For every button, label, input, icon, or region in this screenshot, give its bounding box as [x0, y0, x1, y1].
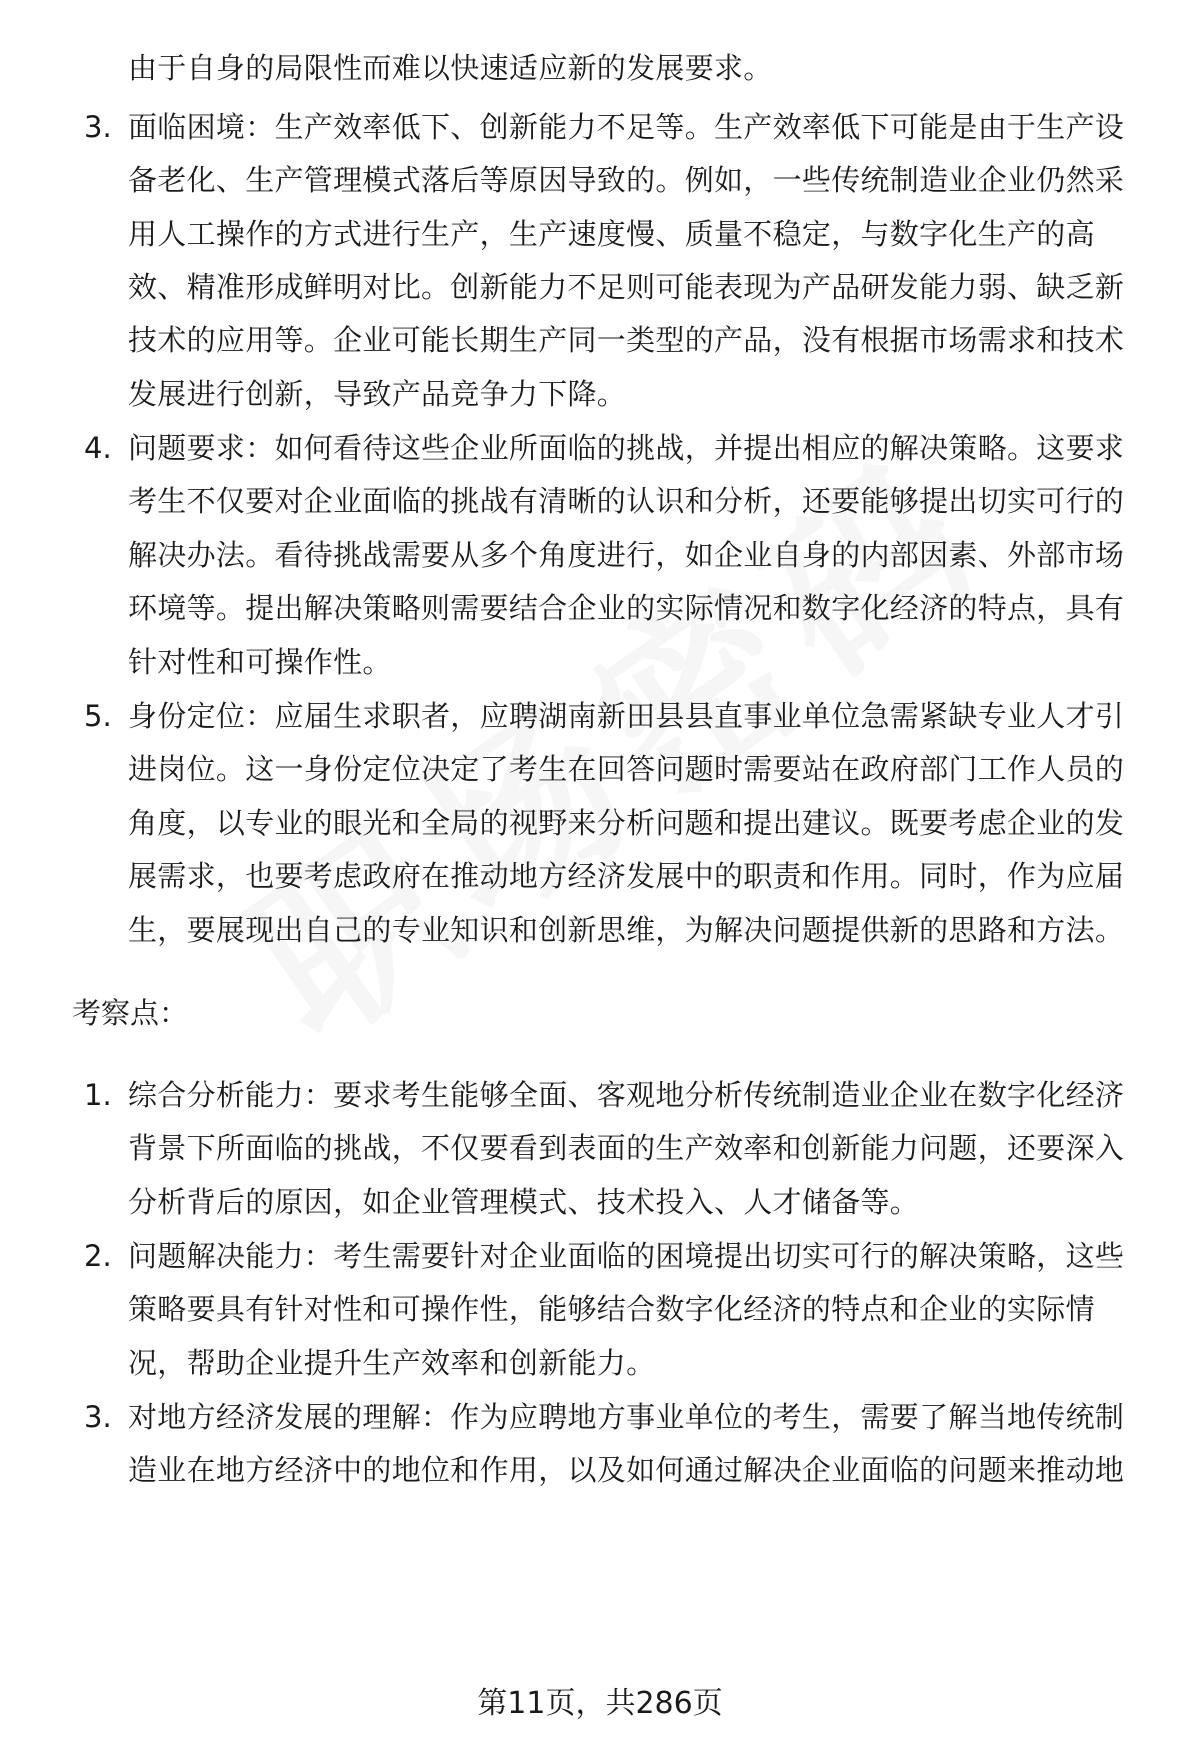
list-item-line: 造业在地方经济中的地位和作用，以及如何通过解决企业面临的问题来推动地 — [128, 1453, 1125, 1487]
list-item-number: 1. — [84, 1078, 112, 1112]
list-item-line: 进岗位。这一身份定位决定了考生在回答问题时需要站在政府部门工作人员的 — [128, 752, 1125, 786]
list-item-line: 面临困境：生产效率低下、创新能力不足等。生产效率低下可能是由于生产设 — [128, 110, 1125, 144]
list-item-line: 备老化、生产管理模式落后等原因导致的。例如，一些传统制造业企业仍然采 — [128, 163, 1125, 197]
list-item-line: 环境等。提出解决策略则需要结合企业的实际情况和数字化经济的特点，具有 — [128, 591, 1125, 625]
list-item-line: 效、精准形成鲜明对比。创新能力不足则可能表现为产品研发能力弱、缺乏新 — [128, 270, 1125, 304]
list-item-line: 问题要求：如何看待这些企业所面临的挑战，并提出相应的解决策略。这要求 — [128, 431, 1125, 465]
list-item-line: 发展进行创新，导致产品竞争力下降。 — [128, 377, 627, 411]
list-item-line: 身份定位：应届生求职者，应聘湖南新田县县直事业单位急需紧缺专业人才引 — [128, 699, 1125, 733]
list-item-number: 5. — [84, 699, 112, 733]
list-item-line: 问题解决能力：考生需要针对企业面临的困境提出切实可行的解决策略，这些 — [128, 1239, 1125, 1273]
list-item-line: 分析背后的原因，如企业管理模式、技术投入、人才储备等。 — [128, 1185, 920, 1219]
list-item-line: 针对性和可操作性。 — [128, 645, 392, 679]
continuation-text: 由于自身的局限性而难以快速适应新的发展要求。 — [128, 51, 773, 85]
page-number-footer: 第11页，共286页 — [477, 1686, 723, 1721]
list-item-line: 策略要具有针对性和可操作性，能够结合数字化经济的特点和企业的实际情 — [128, 1292, 1095, 1326]
list-item-line: 角度，以专业的眼光和全局的视野来分析问题和提出建议。既要考虑企业的发 — [128, 806, 1125, 840]
list-item-line: 生，要展现出自己的专业知识和创新思维，为解决问题提供新的思路和方法。 — [128, 913, 1125, 947]
list-item-line: 用人工操作的方式进行生产，生产速度慢、质量不稳定，与数字化生产的高 — [128, 217, 1095, 251]
list-item-number: 4. — [84, 431, 112, 465]
list-item-line: 解决办法。看待挑战需要从多个角度进行，如企业自身的内部因素、外部市场 — [128, 538, 1125, 572]
list-item-line: 况，帮助企业提升生产效率和创新能力。 — [128, 1346, 656, 1380]
watermark — [163, 367, 1057, 1107]
section-heading: 考察点： — [72, 996, 189, 1030]
list-item-line: 背景下所面临的挑战，不仅要看到表面的生产效率和创新能力问题，还要深入 — [128, 1131, 1125, 1165]
list-item-line: 对地方经济发展的理解：作为应聘地方事业单位的考生，需要了解当地传统制 — [128, 1400, 1125, 1434]
list-item-line: 综合分析能力：要求考生能够全面、客观地分析传统制造业企业在数字化经济 — [128, 1078, 1125, 1112]
list-item-number: 2. — [84, 1239, 112, 1273]
list-item-line: 考生不仅要对企业面临的挑战有清晰的认识和分析，还要能够提出切实可行的 — [128, 484, 1125, 518]
list-item-line: 技术的应用等。企业可能长期生产同一类型的产品，没有根据市场需求和技术 — [128, 323, 1125, 357]
list-item-line: 展需求，也要考虑政府在推动地方经济发展中的职责和作用。同时，作为应届 — [128, 859, 1125, 893]
list-item-number: 3. — [84, 1400, 112, 1434]
list-item-number: 3. — [84, 110, 112, 144]
